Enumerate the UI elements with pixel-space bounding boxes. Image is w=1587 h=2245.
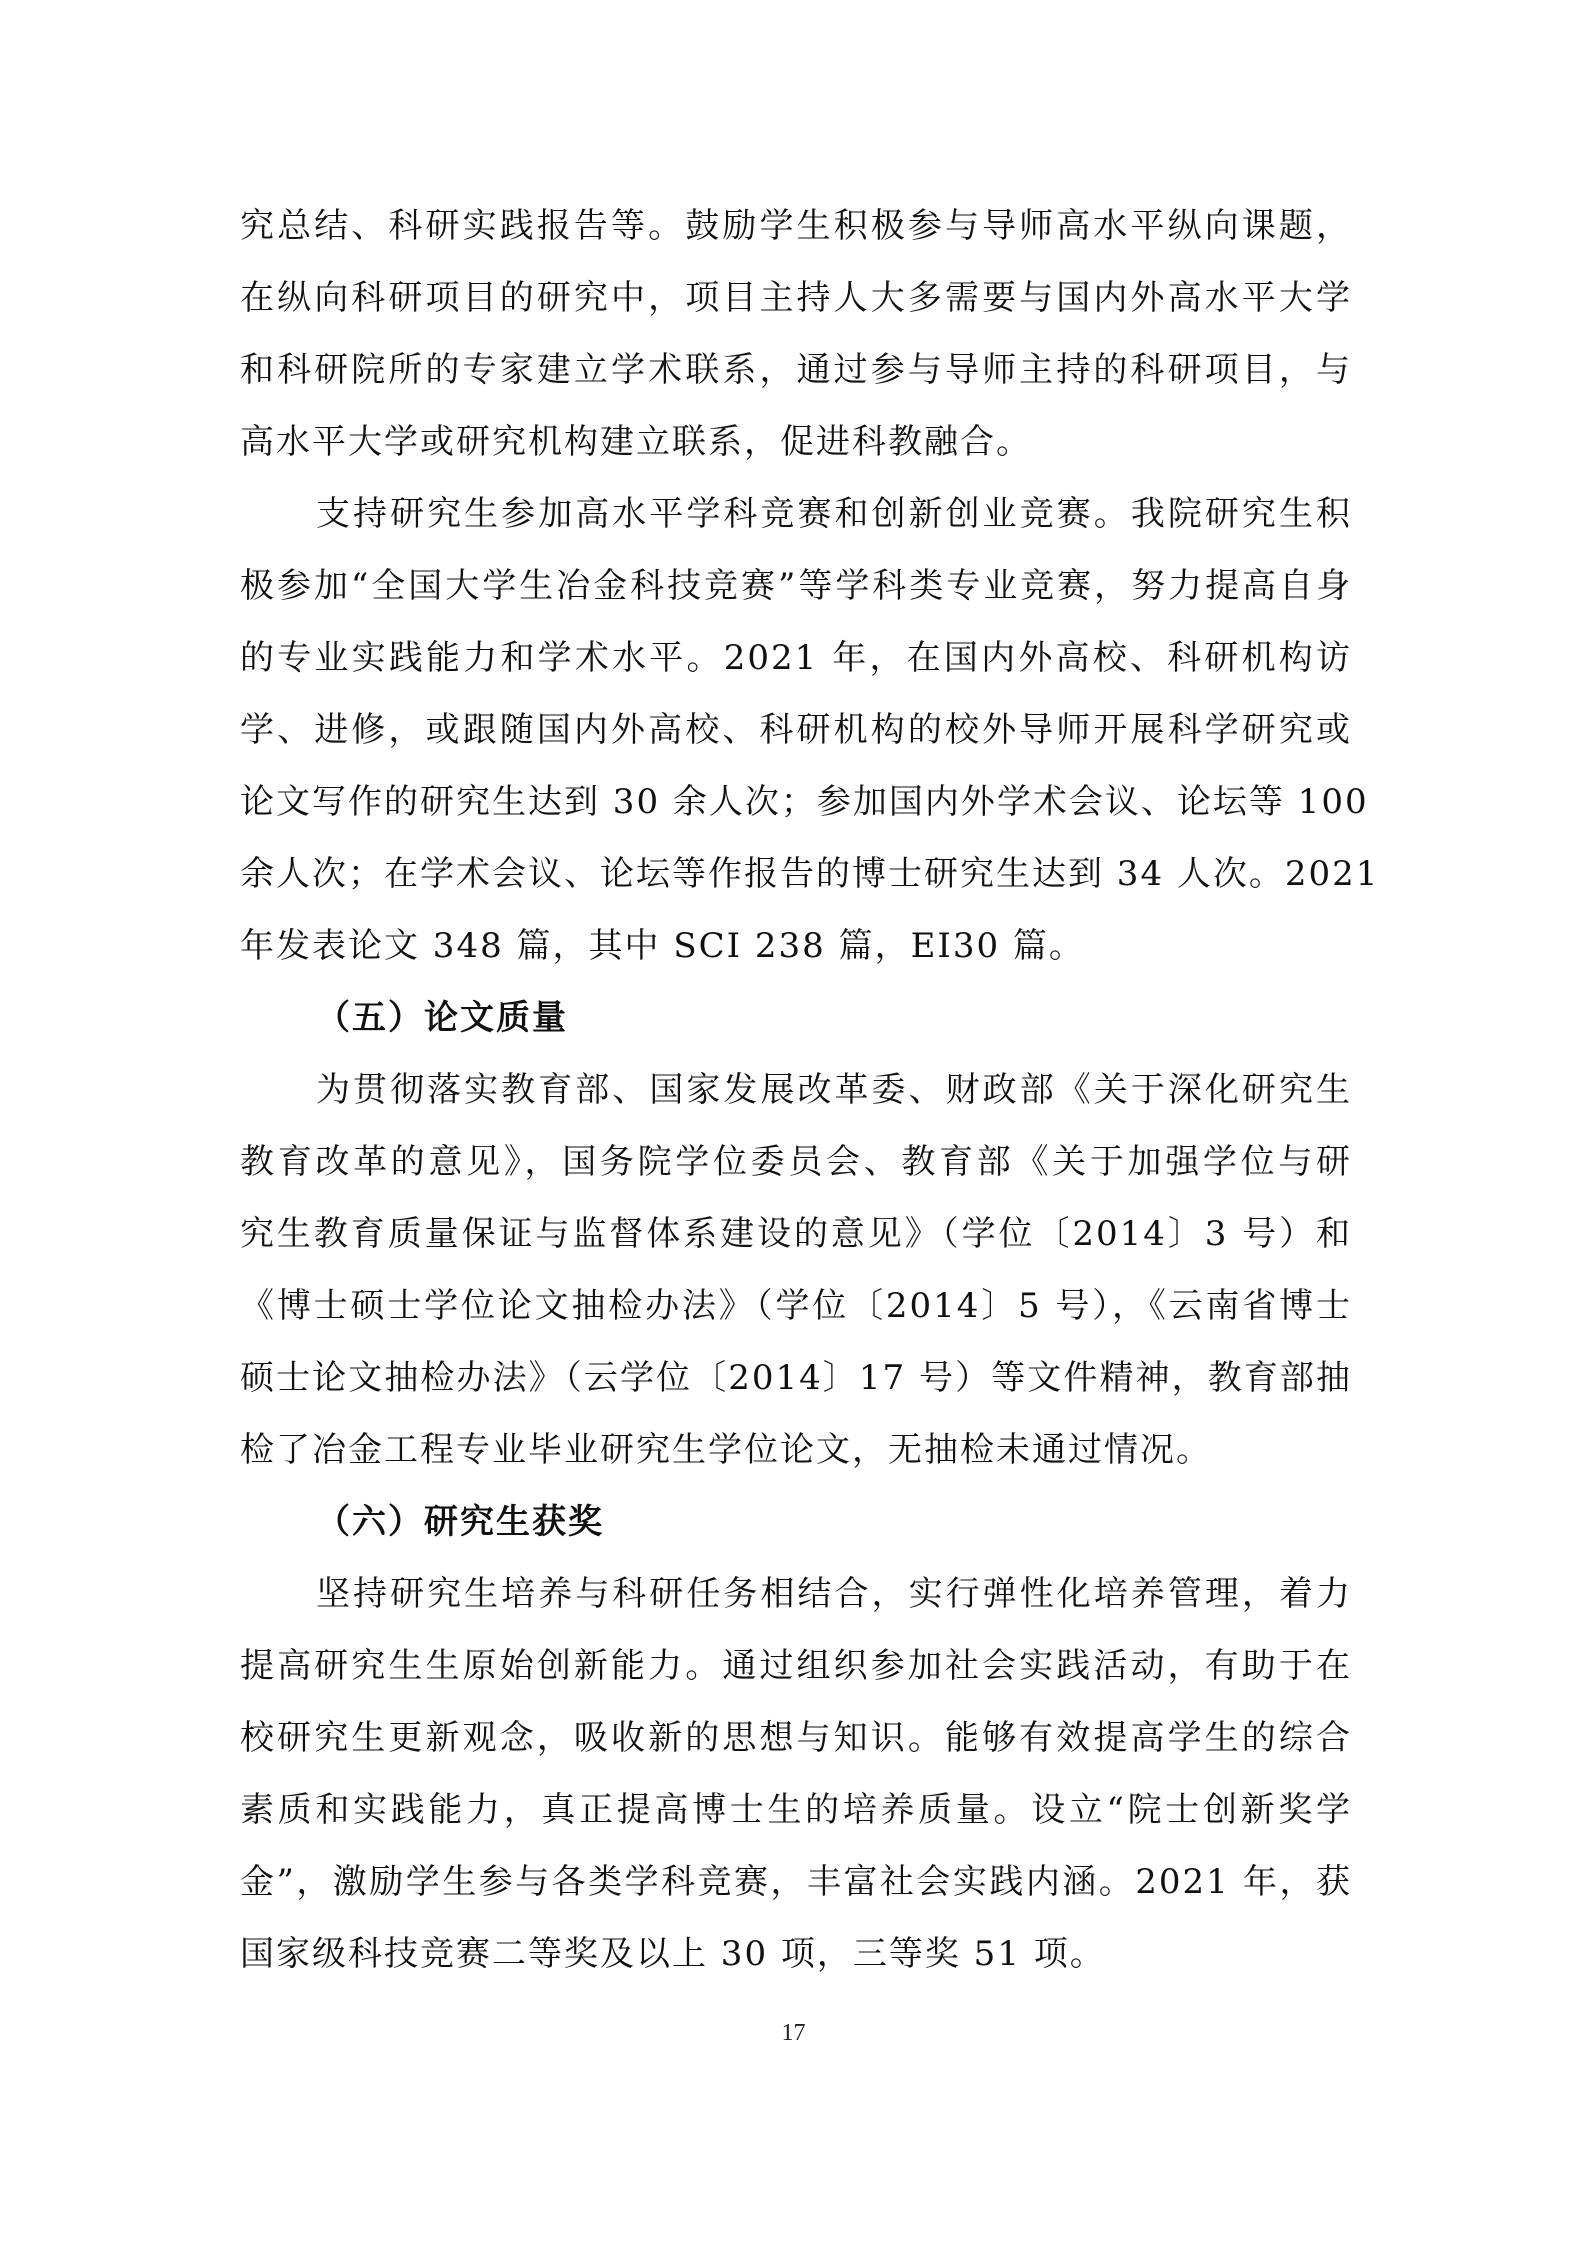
text-line: 提高研究生生原始创新能力。通过组织参加社会实践活动，有助于在: [240, 1646, 1352, 1686]
text-line: 的专业实践能力和学术水平。2021 年，在国内外高校、科研机构访: [240, 638, 1352, 678]
text-line: 支持研究生参加高水平学科竞赛和创新创业竞赛。我院研究生积: [316, 494, 1352, 534]
section-heading-student-awards: （六）研究生获奖: [316, 1502, 604, 1542]
text-line: 坚持研究生培养与科研任务相结合，实行弹性化培养管理，着力: [316, 1574, 1352, 1614]
text-line: 金”，激励学生参与各类学科竞赛，丰富社会实践内涵。2021 年，获: [240, 1862, 1352, 1902]
text-line: 国家级科技竞赛二等奖及以上 30 项，三等奖 51 项。: [240, 1934, 1106, 1974]
paragraph-thesis-quality: [240, 1054, 1352, 1486]
text-line: 为贯彻落实教育部、国家发展改革委、财政部《关于深化研究生: [316, 1070, 1352, 1110]
section-heading-thesis-quality: （五）论文质量: [316, 998, 568, 1038]
text-line: 年发表论文 348 篇，其中 SCI 238 篇，EI30 篇。: [240, 926, 1085, 966]
text-line: 校研究生更新观念，吸收新的思想与知识。能够有效提高学生的综合: [240, 1718, 1352, 1758]
text-line: 究总结、科研实践报告等。鼓励学生积极参与导师高水平纵向课题，: [240, 206, 1352, 246]
text-line: 素质和实践能力，真正提高博士生的培养质量。设立“院士创新奖学: [240, 1790, 1352, 1830]
text-line: 教育改革的意见》，国务院学位委员会、教育部《关于加强学位与研: [240, 1142, 1352, 1182]
text-line: 学、进修，或跟随国内外高校、科研机构的校外导师开展科学研究或: [240, 710, 1352, 750]
text-line: 极参加“全国大学生冶金科技竞赛”等学科类专业竞赛，努力提高自身: [240, 566, 1352, 606]
paragraph-research-practice: [240, 190, 1352, 478]
paragraph-competitions: [240, 478, 1380, 982]
text-line: 高水平大学或研究机构建立联系，促进科教融合。: [240, 422, 1032, 462]
text-line: 《博士硕士学位论文抽检办法》（学位〔2014〕5 号），《云南省博士: [240, 1286, 1352, 1326]
text-line: 和科研院所的专家建立学术联系，通过参与导师主持的科研项目，与: [240, 350, 1352, 390]
text-line: 究生教育质量保证与监督体系建设的意见》（学位〔2014〕3 号）和: [240, 1214, 1352, 1254]
text-line: 余人次；在学术会议、论坛等作报告的博士研究生达到 34 人次。2021: [240, 854, 1380, 894]
text-line: 硕士论文抽检办法》（云学位〔2014〕17 号）等文件精神，教育部抽: [240, 1358, 1352, 1398]
text-line: 论文写作的研究生达到 30 余人次；参加国内外学术会议、论坛等 100: [240, 782, 1369, 822]
text-line: 检了冶金工程专业毕业研究生学位论文，无抽检未通过情况。: [240, 1430, 1212, 1470]
document-page: [240, 190, 1380, 1990]
paragraph-student-awards: [240, 1558, 1352, 1990]
text-line: 在纵向科研项目的研究中，项目主持人大多需要与国内外高水平大学: [240, 278, 1352, 318]
page-number: 17: [781, 2020, 806, 2046]
